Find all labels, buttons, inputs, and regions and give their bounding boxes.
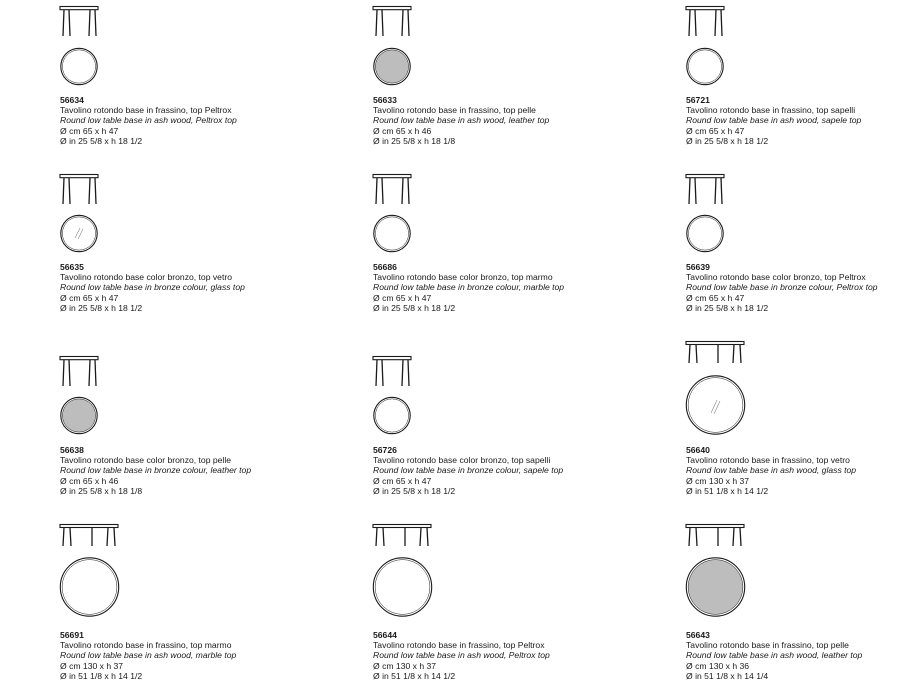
dimensions-in: Ø in 51 1/8 x h 14 1/2 <box>60 670 143 681</box>
dimensions-cm: Ø cm 65 x h 46 <box>373 125 432 136</box>
product-code: 56639 <box>686 262 710 272</box>
description-italian: Tavolino rotondo base color bronzo, top pelle <box>60 455 232 466</box>
description-italian: Tavolino rotondo base color bronzo, top vetro <box>60 272 232 283</box>
dimensions-in: Ø in 25 5/8 x h 18 1/2 <box>373 485 456 496</box>
product-56635 <box>60 174 300 318</box>
description-italian: Tavolino rotondo base in frassino, top sapelli <box>686 105 856 116</box>
table-elevation-icon <box>686 6 726 38</box>
description-english: Round low table base in bronze colour, leather top <box>60 465 252 476</box>
description-italian: Tavolino rotondo base in frassino, top Peltrox <box>373 640 545 651</box>
table-top-leather-icon <box>60 396 100 436</box>
description-english: Round low table base in bronze colour, sapele top <box>373 465 564 476</box>
product-56644 <box>373 524 613 688</box>
product-code: 56644 <box>373 630 397 640</box>
table-top-glass-icon <box>686 374 748 436</box>
description-italian: Tavolino rotondo base in frassino, top pelle <box>686 640 849 651</box>
table-top-plain-icon <box>60 556 122 618</box>
table-elevation-icon <box>686 524 746 548</box>
table-top-leather-icon <box>373 47 413 87</box>
table-elevation-icon <box>686 341 746 365</box>
product-56643 <box>686 524 902 688</box>
description-italian: Tavolino rotondo base color bronzo, top Peltrox <box>686 272 866 283</box>
dimensions-in: Ø in 25 5/8 x h 18 1/8 <box>60 485 143 496</box>
table-elevation-icon <box>373 6 413 38</box>
dimensions-in: Ø in 51 1/8 x h 14 1/2 <box>686 485 769 496</box>
description-italian: Tavolino rotondo base in frassino, top Peltrox <box>60 105 232 116</box>
description-english: Round low table base in bronze colour, Peltrox top <box>686 282 878 293</box>
product-56638 <box>60 356 300 500</box>
dimensions-cm: Ø cm 130 x h 36 <box>686 660 750 671</box>
table-elevation-icon <box>60 524 120 548</box>
table-elevation-icon <box>373 174 413 206</box>
dimensions-in: Ø in 51 1/8 x h 14 1/4 <box>686 670 769 681</box>
table-elevation-icon <box>60 6 100 38</box>
description-english: Round low table base in bronze colour, marble top <box>373 282 565 293</box>
dimensions-in: Ø in 25 5/8 x h 18 1/2 <box>60 135 143 146</box>
table-elevation-icon <box>373 524 433 548</box>
product-code: 56635 <box>60 262 84 272</box>
table-top-plain-icon <box>60 47 100 87</box>
product-code: 56721 <box>686 95 710 105</box>
product-code: 56633 <box>373 95 397 105</box>
product-56686 <box>373 174 613 318</box>
product-code: 56640 <box>686 445 710 455</box>
dimensions-cm: Ø cm 65 x h 47 <box>373 292 432 303</box>
description-english: Round low table base in ash wood, Peltrox top <box>373 650 550 661</box>
dimensions-in: Ø in 25 5/8 x h 18 1/2 <box>373 302 456 313</box>
product-56691 <box>60 524 300 688</box>
table-top-plain-icon <box>686 214 726 254</box>
dimensions-cm: Ø cm 65 x h 47 <box>60 125 119 136</box>
dimensions-in: Ø in 25 5/8 x h 18 1/8 <box>373 135 456 146</box>
description-english: Round low table base in ash wood, marble top <box>60 650 237 661</box>
table-top-plain-icon <box>686 47 726 87</box>
product-code: 56643 <box>686 630 710 640</box>
table-top-plain-icon <box>373 396 413 436</box>
product-code: 56726 <box>373 445 397 455</box>
description-italian: Tavolino rotondo base in frassino, top marmo <box>60 640 232 651</box>
description-english: Round low table base in ash wood, leather top <box>373 115 550 126</box>
dimensions-in: Ø in 25 5/8 x h 18 1/2 <box>686 135 769 146</box>
table-elevation-icon <box>60 174 100 206</box>
product-56633 <box>373 6 613 150</box>
dimensions-cm: Ø cm 65 x h 47 <box>60 292 119 303</box>
product-code: 56634 <box>60 95 84 105</box>
dimensions-cm: Ø cm 65 x h 47 <box>686 292 745 303</box>
description-english: Round low table base in ash wood, leather top <box>686 650 863 661</box>
product-56639 <box>686 174 902 318</box>
dimensions-cm: Ø cm 65 x h 47 <box>373 475 432 486</box>
table-top-plain-icon <box>373 556 435 618</box>
description-english: Round low table base in ash wood, sapele top <box>686 115 862 126</box>
dimensions-cm: Ø cm 65 x h 47 <box>686 125 745 136</box>
table-top-plain-icon <box>373 214 413 254</box>
product-code: 56638 <box>60 445 84 455</box>
dimensions-cm: Ø cm 130 x h 37 <box>373 660 437 671</box>
dimensions-cm: Ø cm 130 x h 37 <box>60 660 124 671</box>
table-top-glass-icon <box>60 214 100 254</box>
product-56634 <box>60 6 300 150</box>
description-italian: Tavolino rotondo base color bronzo, top marmo <box>373 272 553 283</box>
description-italian: Tavolino rotondo base color bronzo, top sapelli <box>373 455 551 466</box>
description-english: Round low table base in bronze colour, glass top <box>60 282 245 293</box>
dimensions-cm: Ø cm 130 x h 37 <box>686 475 750 486</box>
product-code: 56691 <box>60 630 84 640</box>
description-italian: Tavolino rotondo base in frassino, top pelle <box>373 105 536 116</box>
product-code: 56686 <box>373 262 397 272</box>
description-italian: Tavolino rotondo base in frassino, top vetro <box>686 455 850 466</box>
dimensions-cm: Ø cm 65 x h 46 <box>60 475 119 486</box>
product-56726 <box>373 356 613 500</box>
dimensions-in: Ø in 25 5/8 x h 18 1/2 <box>686 302 769 313</box>
dimensions-in: Ø in 51 1/8 x h 14 1/2 <box>373 670 456 681</box>
table-elevation-icon <box>686 174 726 206</box>
table-elevation-icon <box>60 356 100 388</box>
description-english: Round low table base in ash wood, glass top <box>686 465 857 476</box>
table-top-leather-icon <box>686 556 748 618</box>
product-56640 <box>686 341 902 501</box>
table-elevation-icon <box>373 356 413 388</box>
product-56721 <box>686 6 902 150</box>
dimensions-in: Ø in 25 5/8 x h 18 1/2 <box>60 302 143 313</box>
description-english: Round low table base in ash wood, Peltrox top <box>60 115 237 126</box>
